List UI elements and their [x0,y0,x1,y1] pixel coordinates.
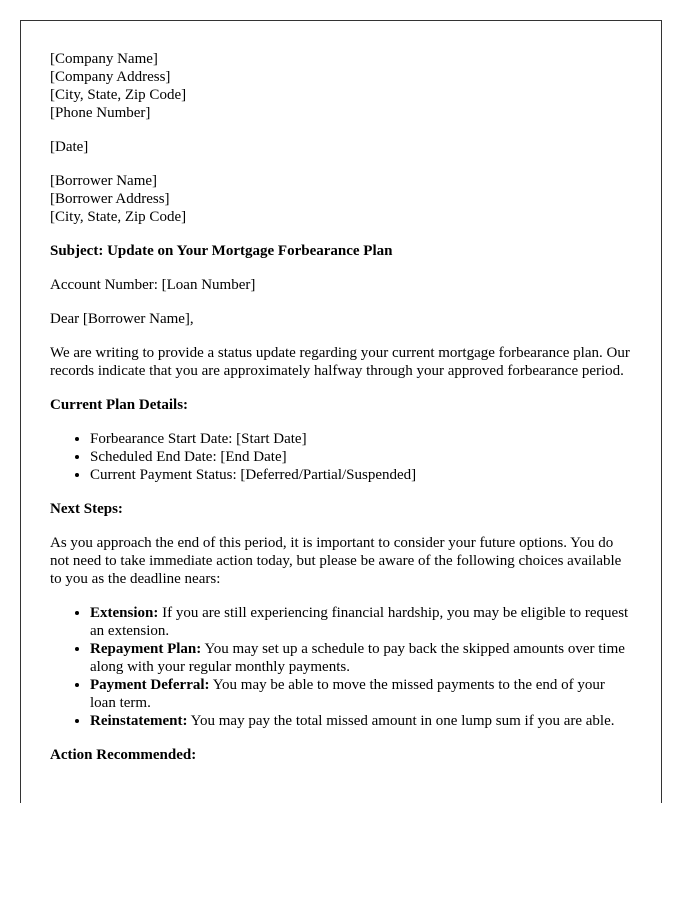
letter-date: [Date] [50,139,89,155]
subject-text: Subject: Update on Your Mortgage Forbearance Plan [50,243,393,259]
options-list [50,604,632,730]
option-text: You may be able to move the missed payments to the end of your loan term. [90,677,605,711]
intro-paragraph: We are writing to provide a status update regarding your current mortgage forbearance plan. Our records indicate that you are approximately halfway through your approved forbearance period. [50,345,630,379]
company-address: [Company Address] [50,69,171,85]
subject-line [50,242,632,260]
list-item [90,712,632,730]
company-phone: [Phone Number] [50,105,151,121]
option-term: Repayment Plan: [90,641,202,657]
borrower-address: [Borrower Address] [50,191,170,207]
company-city: [City, State, Zip Code] [50,87,187,103]
option-text: You may set up a schedule to pay back the skipped amounts over time along with your regular monthly payments. [90,641,625,675]
list-item [90,640,632,676]
borrower-city: [City, State, Zip Code] [50,209,187,225]
account-number: Account Number: [Loan Number] [50,277,256,293]
option-term: Payment Deferral: [90,677,210,693]
plan-heading [50,396,632,414]
plan-details-list [50,430,632,484]
next-steps-heading [50,500,632,518]
letter-page [20,20,662,803]
list-item [90,604,632,640]
list-item [90,676,632,712]
salutation: Dear [Borrower Name], [50,311,194,327]
next-steps-paragraph: As you approach the end of this period, it is important to consider your future options. You do not need to take immediate action today, but please be aware of the following choices available to you as the deadline nears: [50,535,622,587]
company-name: [Company Name] [50,51,158,67]
sender-address [50,50,632,122]
action-heading-text: Action Recommended: [50,747,197,763]
action-heading [50,746,632,764]
list-item: • Scheduled End Date: [End Date] [90,448,632,466]
option-text: You may pay the total missed amount in one lump sum if you are able. [187,713,615,729]
list-item: • Forbearance Start Date: [Start Date] [90,430,632,448]
option-term: Extension: [90,605,159,621]
recipient-address [50,172,632,226]
option-term: Reinstatement: [90,713,188,729]
plan-heading-text: Current Plan Details: [50,397,189,413]
next-heading-text: Next Steps: [50,501,123,517]
option-text: If you are still experiencing financial hardship, you may be eligible to request an extension. [90,605,629,639]
borrower-name: [Borrower Name] [50,173,158,189]
list-item: • Current Payment Status: [Deferred/Partial/Suspended] [90,466,632,484]
